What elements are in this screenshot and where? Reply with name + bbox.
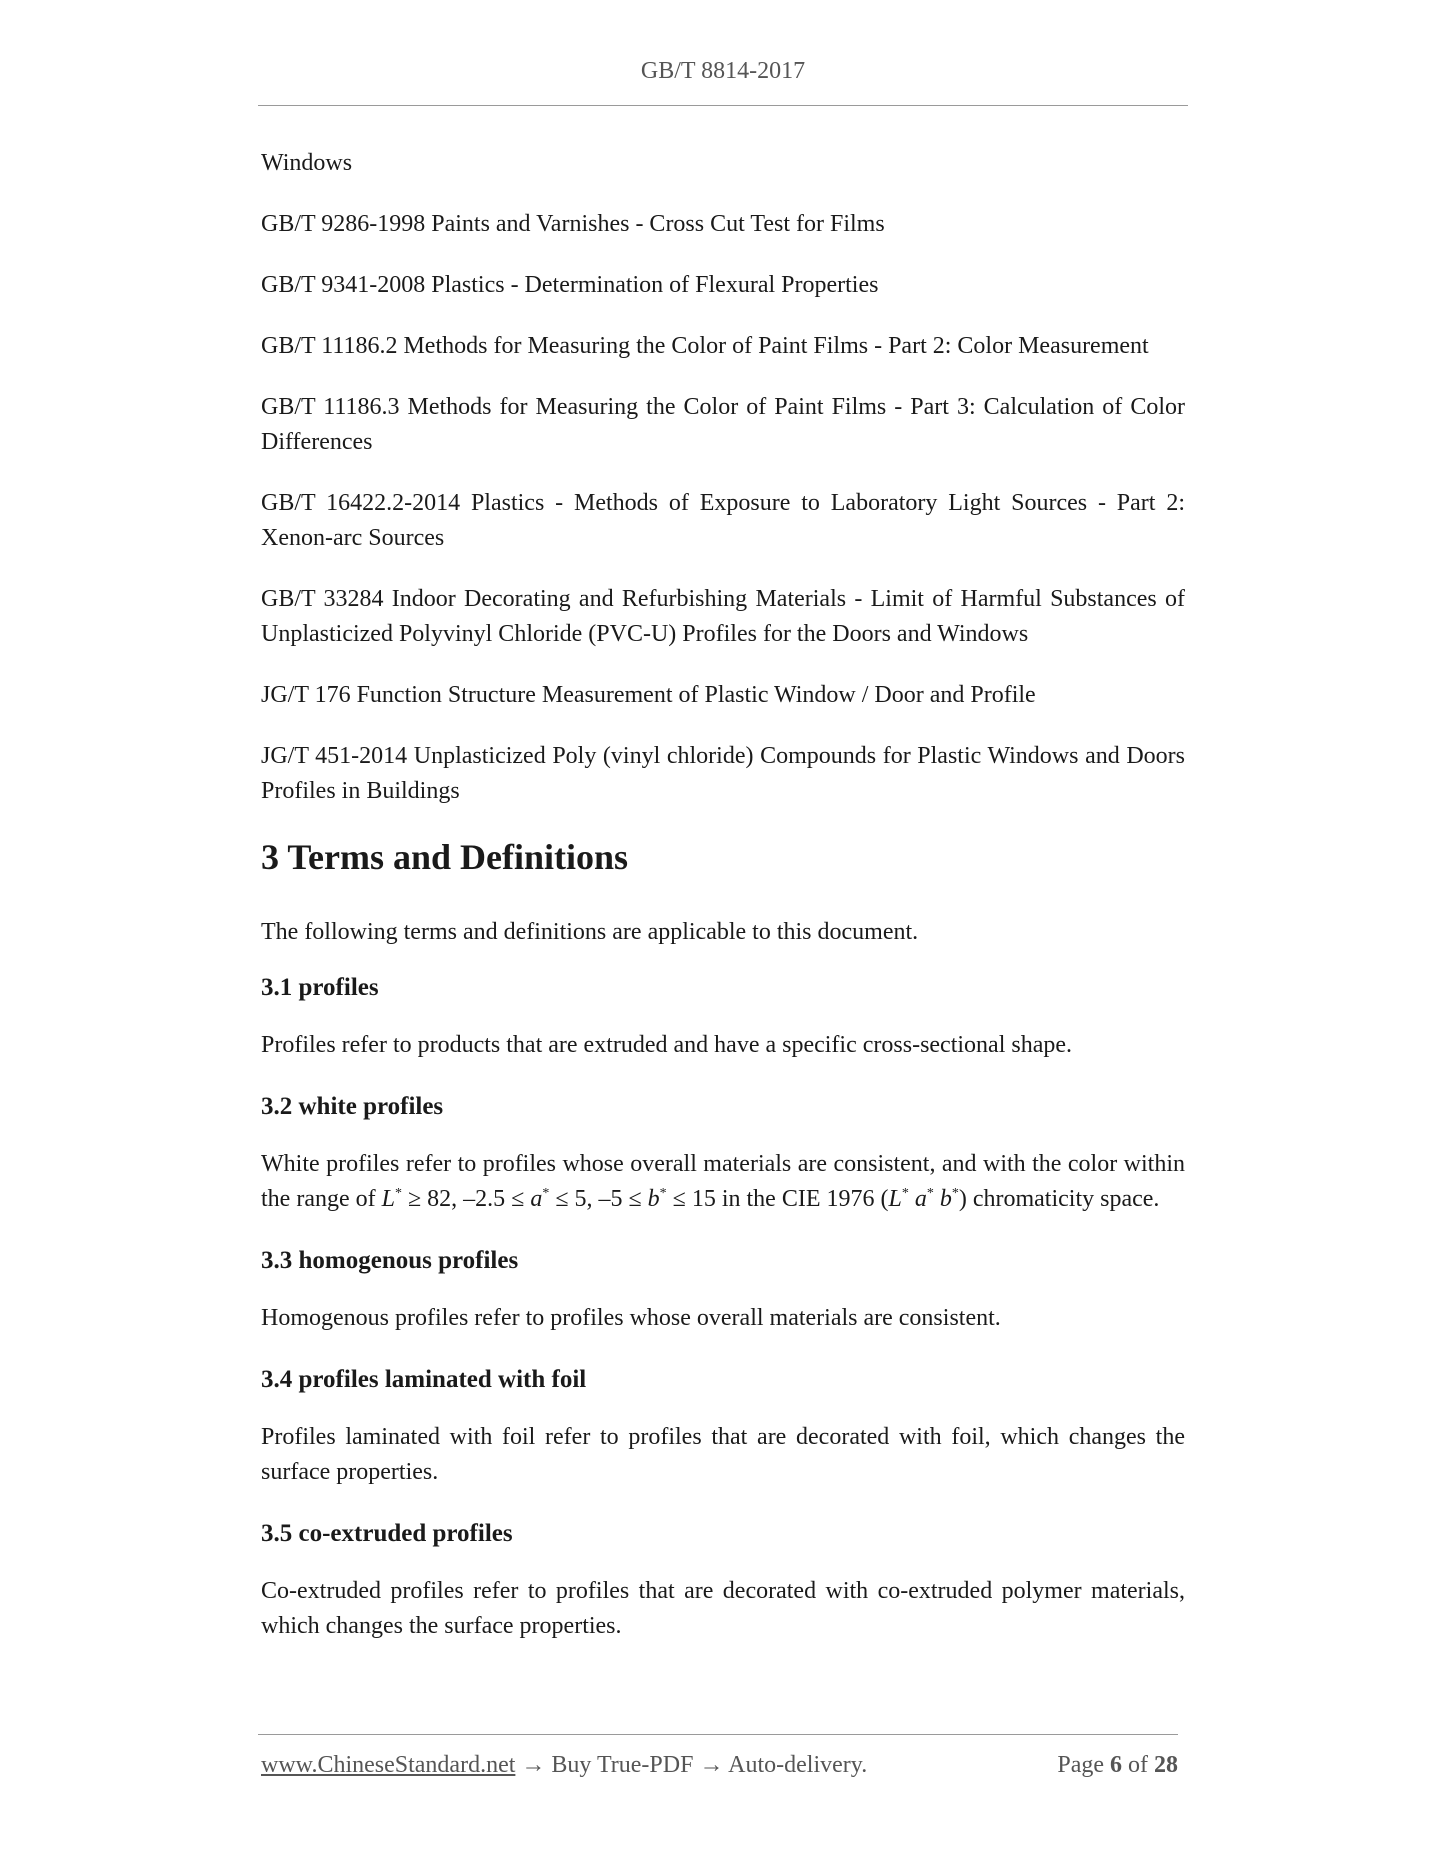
header-divider — [258, 105, 1188, 106]
term-heading: 3.3 homogenous profiles — [261, 1247, 519, 1274]
reference-item: Windows — [261, 150, 353, 176]
page-header-title: GB/T 8814-2017 — [640, 58, 806, 84]
footer-divider — [258, 1734, 1178, 1735]
term-definition: White profiles refer to profiles whose overall materials are consistent, and with the color within the range of L* ≥ 82, –2.5 ≤ a* ≤ 5, –5 ≤ b* ≤ 15 in the CIE 1976 (L* a* b*) chromaticity space. — [261, 1151, 1185, 1212]
page-label: Page — [1057, 1752, 1104, 1778]
reference-item: GB/T 9341-2008 Plastics - Determination of Flexural Properties — [261, 272, 879, 298]
term-definition: Homogenous profiles refer to profiles whose overall materials are consistent. — [261, 1305, 1001, 1331]
buy-pdf-text: Buy True-PDF — [551, 1752, 694, 1778]
term-definition: Co-extruded profiles refer to profiles that are decorated with co-extruded polymer materials, which changes the surface properties. — [261, 1578, 1185, 1639]
arrow-icon: → — [521, 1752, 546, 1778]
page-indicator — [1057, 1752, 1178, 1779]
reference-item: GB/T 33284 Indoor Decorating and Refurbishing Materials - Limit of Harmful Substances of Unplasticized Polyvinyl Chloride (PVC-U) Profiles for the Doors and Windows — [261, 586, 1185, 647]
reference-item: GB/T 9286-1998 Paints and Varnishes - Cross Cut Test for Films — [261, 211, 885, 237]
term-heading: 3.2 white profiles — [261, 1093, 444, 1120]
reference-item: GB/T 11186.3 Methods for Measuring the Color of Paint Films - Part 3: Calculation of Color Differences — [261, 394, 1185, 455]
page-total: 28 — [1154, 1752, 1178, 1778]
page-content — [261, 146, 1185, 1670]
reference-item: JG/T 176 Function Structure Measurement of Plastic Window / Door and Profile — [261, 682, 1036, 708]
section-title: 3 Terms and Definitions — [261, 837, 629, 877]
delivery-text: Auto-delivery. — [728, 1752, 868, 1778]
term-definition: Profiles laminated with foil refer to profiles that are decorated with foil, which changes the surface properties. — [261, 1424, 1185, 1485]
footer-promo — [261, 1752, 867, 1779]
website-link[interactable]: www.ChineseStandard.net — [261, 1752, 516, 1778]
reference-item: JG/T 451-2014 Unplasticized Poly (vinyl chloride) Compounds for Plastic Windows and Doors Profiles in Buildings — [261, 743, 1185, 804]
term-heading: 3.1 profiles — [261, 974, 379, 1001]
term-heading: 3.5 co-extruded profiles — [261, 1520, 513, 1547]
section-intro: The following terms and definitions are applicable to this document. — [261, 919, 919, 945]
arrow-icon: → — [699, 1752, 724, 1778]
reference-item: GB/T 11186.2 Methods for Measuring the Color of Paint Films - Part 2: Color Measurement — [261, 333, 1149, 359]
reference-item: GB/T 16422.2-2014 Plastics - Methods of Exposure to Laboratory Light Sources - Part 2: Xenon-arc Sources — [261, 490, 1185, 551]
term-heading: 3.4 profiles laminated with foil — [261, 1366, 587, 1393]
of-label: of — [1128, 1752, 1148, 1778]
term-definition: Profiles refer to products that are extruded and have a specific cross-sectional shape. — [261, 1032, 1073, 1058]
page-number: 6 — [1110, 1752, 1122, 1778]
